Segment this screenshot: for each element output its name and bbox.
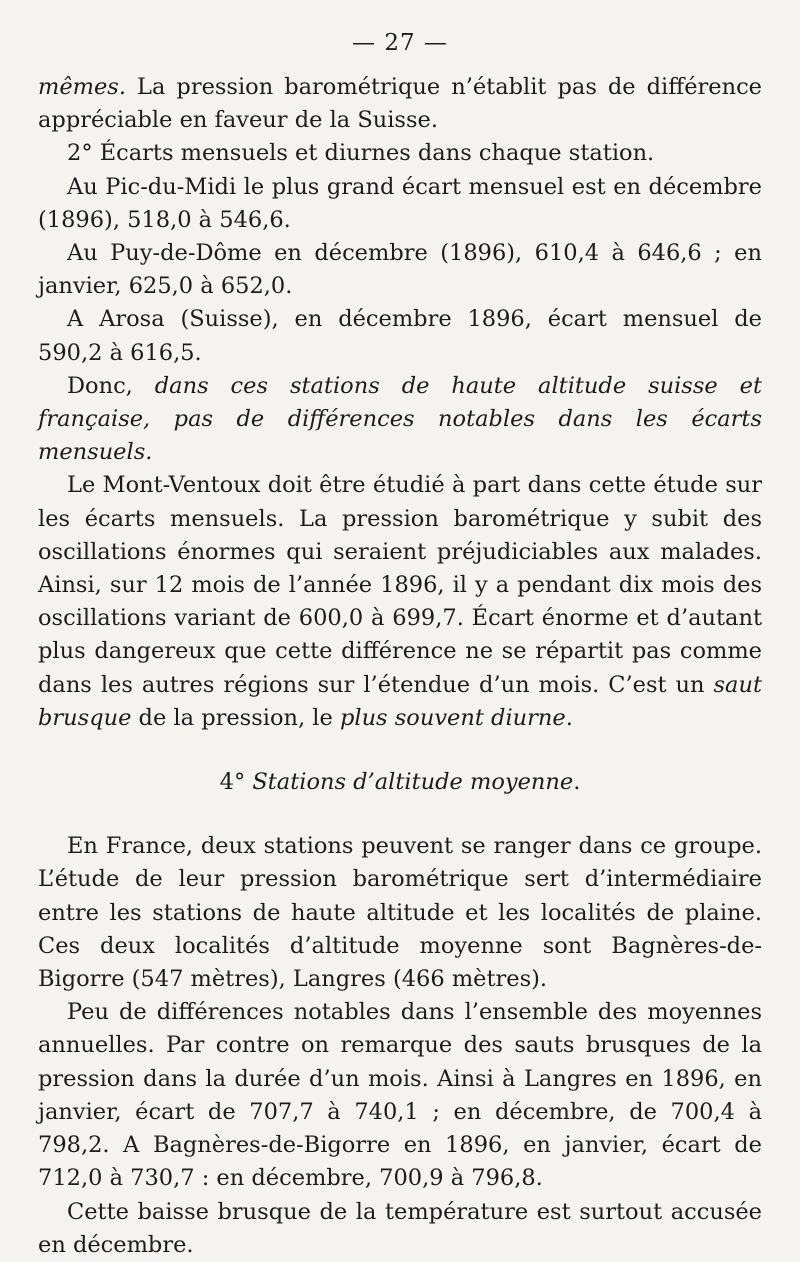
text-run: La pression barométrique n’établit pas de différence appréciable en faveur de la Suisse. xyxy=(38,74,762,134)
text-run: Donc, xyxy=(67,372,155,399)
text-run: Peu de différences notables dans l’ensemble des moyennes annuelles. Par contre on remarque des sauts brusques de la pression dans la durée d’un mois. Ainsi à Langres en 1896, en janvier, écart de 707,7 à 740,1 ; en décembre, de 700,4 à 798,2. A Bagnères-de-Bigorre en 1896, en janvier, écart de 712,0 à 730,7 : en décembre, 700,9 à 796,8. xyxy=(38,999,762,1192)
paragraph xyxy=(38,830,762,996)
italic-run: dans ces stations de haute altitude suisse et française, pas de différences notables dans les écarts mensuels. xyxy=(38,372,762,466)
text-run: . xyxy=(573,769,581,796)
page-number: — 27 — xyxy=(352,30,448,56)
paragraph xyxy=(38,137,762,170)
paragraph xyxy=(38,237,762,303)
paragraph xyxy=(38,370,762,470)
italic-run: mêmes. xyxy=(38,74,127,100)
text-run: Au Pic-du-Midi le plus grand écart mensuel est en décembre (1896), 518,0 à 546,6. xyxy=(38,173,762,233)
paragraph xyxy=(38,71,762,137)
text-run: 4° xyxy=(219,769,253,796)
italic-run: saut brusque xyxy=(38,671,762,731)
text-run: . xyxy=(565,704,573,731)
text-run: Cette baisse brusque de la température est surtout accusée en décembre. xyxy=(38,1198,762,1258)
section-heading xyxy=(38,766,762,799)
paragraph xyxy=(38,171,762,237)
italic-run: plus souvent diurne xyxy=(339,704,566,731)
paragraph xyxy=(38,469,762,735)
text-run: A Arosa (Suisse), en décembre 1896, écart mensuel de 590,2 à 616,5. xyxy=(38,306,762,366)
body-text xyxy=(38,71,762,1262)
text-run: 2° Écarts mensuels et diurnes dans chaque station. xyxy=(67,140,655,167)
text-run: Au Puy-de-Dôme en décembre (1896), 610,4 à 646,6 ; en janvier, 625,0 à 652,0. xyxy=(38,240,762,300)
paragraph xyxy=(38,1196,762,1262)
paragraph xyxy=(38,303,762,369)
text-run: de la pression, le xyxy=(131,704,340,731)
text-run: En France, deux stations peuvent se ranger dans ce groupe. L’étude de leur pression barométrique sert d’intermédiaire entre les stations de haute altitude et les localités de plaine. Ces deux localités d’altitude moyenne sont Bagnères-de-Bigorre (547 mètres), Langres (466 mètres). xyxy=(38,833,762,993)
italic-run: Stations d’altitude moyenne xyxy=(252,769,574,796)
text-run: Le Mont-Ventoux doit être étudié à part dans cette étude sur les écarts mensuels. La pression barométrique y subit des oscillations énormes qui seraient préjudiciables aux malades. Ainsi, sur 12 mois de l’année 1896, il y a pendant dix mois des oscillations variant de 600,0 à 699,7. Écart énorme et d’autant plus dangereux que cette différence ne se répartit pas comme dans les autres régions sur l’étendue d’un mois. C’est un xyxy=(38,472,762,698)
paragraph xyxy=(38,996,762,1195)
